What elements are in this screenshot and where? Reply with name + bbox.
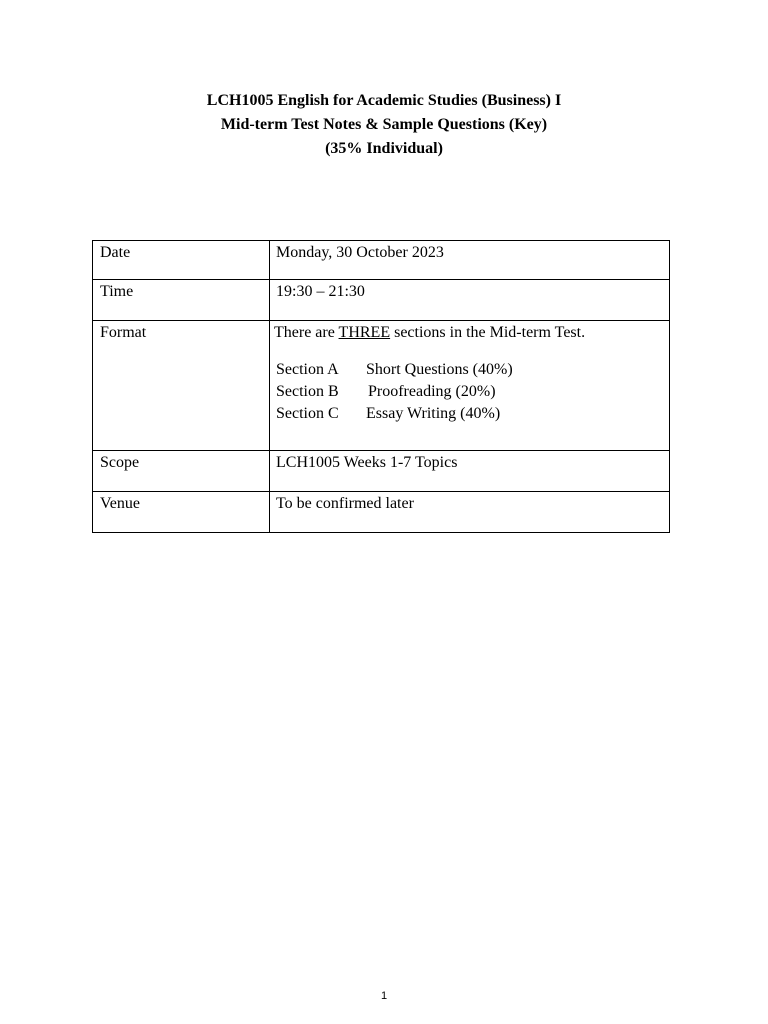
section-description: Proofreading (20%) [368, 383, 496, 400]
section-list [276, 359, 669, 425]
format-value [270, 321, 670, 451]
venue-value: To be confirmed later [270, 492, 670, 533]
table-row-venue [93, 492, 670, 533]
time-value: 19:30 – 21:30 [270, 280, 670, 321]
section-description: Short Questions (40%) [366, 361, 513, 378]
course-title: LCH1005 English for Academic Studies (Business) I [206, 92, 562, 109]
format-intro [274, 324, 669, 342]
page-number: 1 [380, 990, 388, 1002]
section-item [276, 381, 669, 403]
table-row-format [93, 321, 670, 451]
date-label: Date [93, 241, 270, 280]
venue-label: Venue [93, 492, 270, 533]
section-name: Section C [276, 405, 339, 422]
format-intro-after: sections in the Mid-term Test. [390, 324, 586, 341]
test-info-table [92, 240, 670, 533]
section-item [276, 359, 669, 381]
section-description: Essay Writing (40%) [366, 405, 501, 422]
scope-value: LCH1005 Weeks 1-7 Topics [270, 451, 670, 492]
document-title [0, 89, 768, 161]
format-label: Format [93, 321, 270, 451]
table-row-date [93, 241, 670, 280]
scope-label: Scope [93, 451, 270, 492]
document-subtitle: Mid-term Test Notes & Sample Questions (Key) [220, 116, 548, 133]
section-name: Section A [276, 361, 339, 378]
table-row-time [93, 280, 670, 321]
section-item [276, 403, 669, 425]
date-value: Monday, 30 October 2023 [270, 241, 670, 280]
format-intro-before: There are [274, 324, 339, 341]
weighting-note: (35% Individual) [325, 140, 443, 157]
format-intro-emphasis: THREE [338, 324, 391, 341]
table-row-scope [93, 451, 670, 492]
section-name: Section B [276, 383, 339, 400]
time-label: Time [93, 280, 270, 321]
